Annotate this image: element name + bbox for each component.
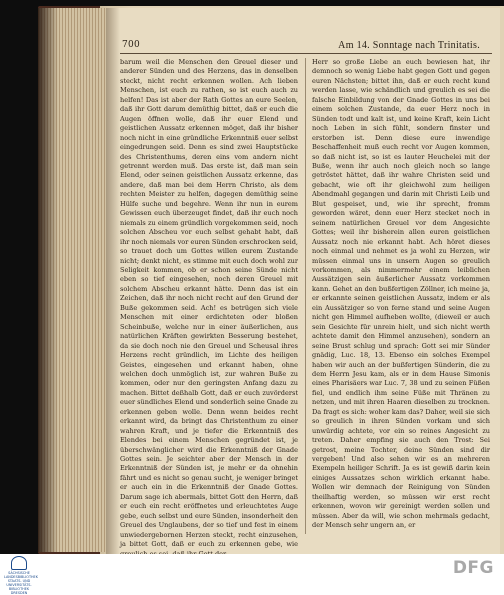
gutter-shadow	[106, 8, 120, 554]
binding-shadow	[38, 8, 58, 552]
column-left-text: barum weil die Menschen den Greuel dieser und anderer Sünden und des Herzens, das in denselben steckt, nicht recht erkennen wollen. Ach lieben Menschen, ist euch zu rathen, so ist euch auch zu helfen! Das ist aber der Rath Gottes an eure Seelen, daß ihr Gott darum demüthig bittet, daß er euch die Augen öffnen wolle, daß ihr euer Elend und geistlichen Aussatz erkennen möget, daß ihr bisher noch nicht in eine gründliche Erkenntniß euer selbst eingedrungen seid. Denn es sind zwei Hauptstücke des Christenthums, deren eins vom andern nicht getrennt werden muß. Das erste ist, daß man sein Elend, oder seinen geistlichen Aussatz erkenne, das andere, daß man bei dem Herrn Christo, als dem rechten Meister zu helfen, dagegen demüthig seine Hülfe suche und begehre. Wenn ihr nun in eurem Gewissen euch überzeuget findet, daß ihr euch noch niemals zu einem gründlich vorgekommen seid, noch solchen Abscheu vor euch selbst gehabt habt, daß ihr noch niemals vor euren Sünden erschrocken seid, so trauet doch um Gottes willen eurem Zustande nicht; denkt nicht, es stimme mit euch doch wohl zur Seligkeit kommen, ob er schon seine Sünde nicht eben so tief eingesehen, noch deren Greuel mit solchem Abscheu erkannt hätte. Denn das ist ein Zeichen, daß ihr noch nicht recht auf den Grund der Buße gekommen seid. Ach! es betrügen sich viele Menschen mit einer erdichteten oder bloßen Scheinbuße, welche nur in einer äußerlichen, aus natürlichen Kräften gewirkten Besserung bestehet, da sie doch noch nie den Greuel und Scheusal ihres Herzens recht gründlich, im Lichte des heiligen Geistes, eingesehen und erkannt haben, ohne welchen doch unmöglich ist, zur wahren Buße zu kommen, oder nur den geringsten Anfang dazu zu machen. Bittet deßhalb Gott, daß er euch zuvörderst euer sündliches Elend und sonderlich seine Gnade zu erkennen geben wolle. Denn wenn beides recht erkannt wird, da bringt das Christenthum zu einer wahren Kraft, und je tiefer die Erkenntniß des Elendes bei einem Menschen gegründet ist, je überschwänglicher wird die Erkenntniß der Gnade Gottes sein. Je seichter aber der Mensch in der Erkenntniß der Sünden ist, je mehr er da ohnehin fährt und es nicht so genau sucht, je weniger bringet er auch ein in die Erkenntniß der Gnade Gottes. Darum sage ich abermals, bittet Gott den Herrn, daß er euch ein recht eröffnetes und erleuchtetes Auge gebe, euch selbst und eure Sünden, insonderheit den Greuel des Unglaubens, der so tief und fest in einem unwiedergebornen Herzen steckt, recht einzusehen, ja bittet Gott, daß er euch zu erkennen gebe, wie	[120, 58, 299, 549]
footer-strip	[0, 554, 504, 584]
header-rule	[120, 53, 492, 54]
running-title: Am 14. Sonntage nach Trinitatis.	[338, 40, 480, 51]
slub-logo-text: SÄCHSISCHE LANDESBIBLIOTHEK STAATS- UND UNIVERSITÄTS- BIBLIOTHEK DRESDEN	[4, 571, 38, 595]
text-column-right	[312, 58, 490, 534]
page-header	[120, 40, 480, 54]
page-number: 700	[122, 40, 141, 50]
column-right-text: Herr so große Liebe an euch bewiesen hat, ihr demnoch so wenig Liebe habt gegen Gott und gegen euren Nächsten; bittet ihn, daß er euch recht kund werden lasse, wie schändlich und greulich es sei die falsche Einbildung von der Gnade Gottes in uns bei einem solchen Zustande, da euer Herz noch in Sünden todt und kalt ist, und keine Kraft, kein Licht noch Leben in sich fühlt, sondern finster und erstorben ist. Denn diese eure inwendige Beschaffenheit muß euch recht vor Augen kommen, so daß nicht ist, so ist es lauter Heuchelei mit der Buße, wenn ihr auch noch gleich noch so lange getröstet hättet, daß ihr wahre Christen seid und gebacht, wie oft ihr gleichwohl zum heiligen Abendmahl gegangen und darin mit Christi Leib und Blut gespeiset, und, wie ihr sprecht, fromm geworden wäret, denn euer Herz stecket noch in seinem natürlichen Greuel vor dem Angesichte Gottes; weil ihr bisherein allen euren geistlichen Aussatz noch nie erkannt habt. Ach höret dieses noch einmal und nehmet es ja wohl zu Herzen, wir müssen einmal uns in unsern Augen so greulich vorkommen, als nimmermehr einem leiblichen Aussätzigen sein äußerlicher Aussatz vorkommen kann. Gehet an den bußfertigen Zöllner, ich meine ja, er erkannte seinen geistlichen Aussatz, indem er als ein Aussätziger so von ferne stand und seine Augen nicht gen Himmel aufheben wollte, (dieweil er auch sein Gesichte für unrein hielt, und sich nicht werth achtete damit den Himmel anzusehen), sondern an seine Brust schlug und sprach: Gott sei mir Sünder gnädig, Luc. 18, 13. Ebenso ein solches Exempel haben wir auch an der bußfertigen Sünderin, die zu dem Herrn Jesu kam, als er in dem Hause Simonis eines Pharisäers war Luc. 7, 38 und zu seinen Füßen fiel, und endlich ihm seine Füße mit Thränen zu netzen, und mit ihren Haaren dieselben zu trocknen. Da fragt es sich: woher kam das? Daher, weil sie sich so greulich in ihren Sünden vorkam und sich unwürdig achtete, vor ein so reines Angesicht zu treten. Daher empfing sie auch den Trost: Sei getrost, meine Tochter, deine Sünden sind dir vergeben! Und also sehen wir es an mehreren Exempeln heiliger Schrift. Ja es ist gewiß darin kein einiges Aussatzes schon wirklich erkannt habe. Wollen wir demnach der Reinigung von Sünden theilhaftig werden, so müssen wir erst recht erkennen, wovon wir gereinigt werden sollen und müssen. Aber da will, wie schon mehrmals gedacht, der Mensch sehr ungern an, er	[312, 58, 490, 530]
slub-logo	[4, 556, 38, 595]
library-logo-icon	[11, 556, 27, 570]
dfg-logo: DFG	[452, 558, 494, 578]
column-divider	[305, 58, 306, 534]
text-column-left	[120, 58, 299, 549]
